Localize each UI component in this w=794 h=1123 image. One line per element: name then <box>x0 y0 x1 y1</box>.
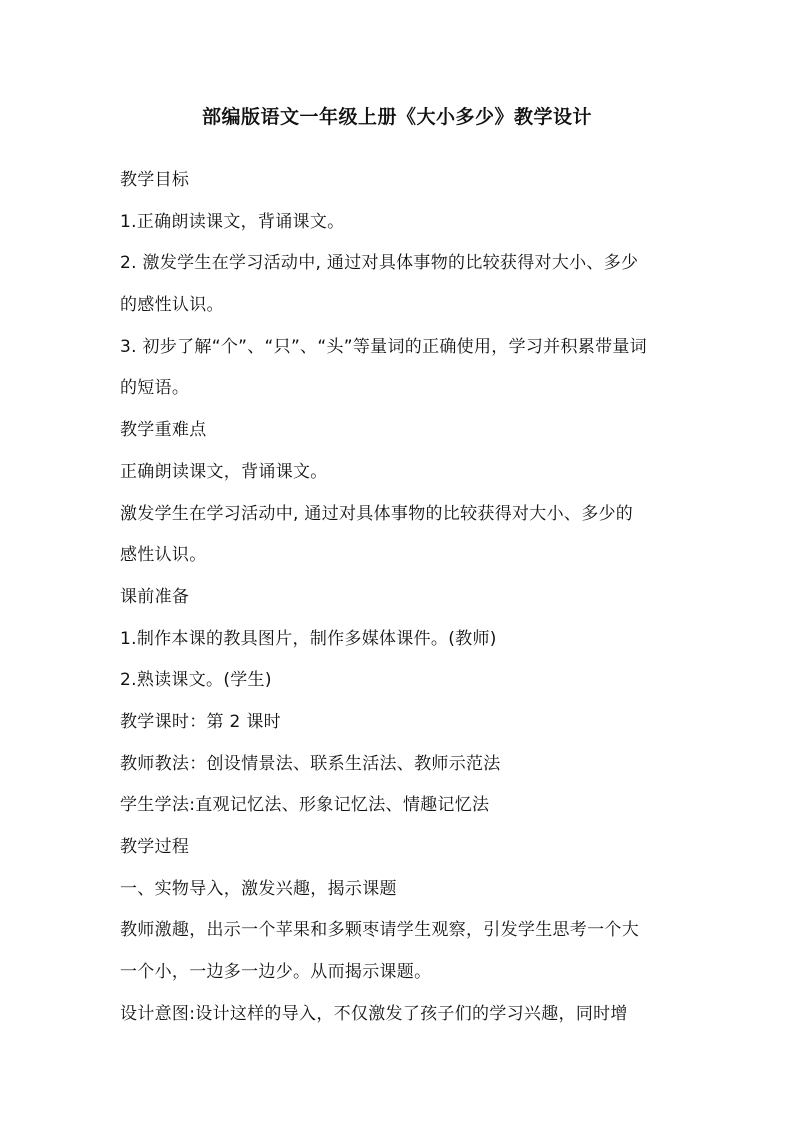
text-line: 1.正确朗读课文，背诵课文。 <box>120 211 345 232</box>
text-line: 正确朗读课文，背诵课文。 <box>120 461 328 482</box>
text-line: 教师激趣，出示一个苹果和多颗枣请学生观察，引发学生思考一个大 <box>120 920 639 941</box>
text-line: 教学过程 <box>120 837 190 857</box>
text-line: 3. 初步了解“个”、“只”、“头”等量词的正确使用，学习并积累带量词 <box>120 336 647 357</box>
text-line: 一、实物导入，激发兴趣，揭示课题 <box>120 878 397 899</box>
text-line: 学生学法:直观记忆法、形象记忆法、情趣记忆法 <box>120 795 490 816</box>
text-line: 教学课时：第 2 课时 <box>120 711 281 732</box>
text-line: 1.制作本课的教具图片，制作多媒体课件。(教师) <box>120 628 497 649</box>
text-line: 感性认识。 <box>120 545 207 566</box>
document-body <box>120 166 690 1041</box>
text-line: 课前准备 <box>120 586 190 607</box>
text-line: 教学目标 <box>120 170 190 190</box>
text-line: 2.熟读课文。(学生) <box>120 670 272 691</box>
document-title: 部编版语文一年级上册《大小多少》教学设计 <box>201 106 592 128</box>
text-line: 设计意图:设计这样的导入，不仅激发了孩子们的学习兴趣，同时增 <box>120 1003 628 1024</box>
text-line: 激发学生在学习活动中, 通过对具体事物的比较获得对大小、多少的 <box>120 503 634 524</box>
text-line: 的短语。 <box>120 378 190 399</box>
text-line: 教师教法：创设情景法、联系生活法、教师示范法 <box>120 753 501 774</box>
text-line: 教学重难点 <box>120 420 207 441</box>
text-line: 的感性认识。 <box>120 295 224 316</box>
text-line: 2. 激发学生在学习活动中, 通过对具体事物的比较获得对大小、多少 <box>120 253 639 274</box>
text-line: 一个小，一边多一边少。从而揭示课题。 <box>120 962 432 983</box>
